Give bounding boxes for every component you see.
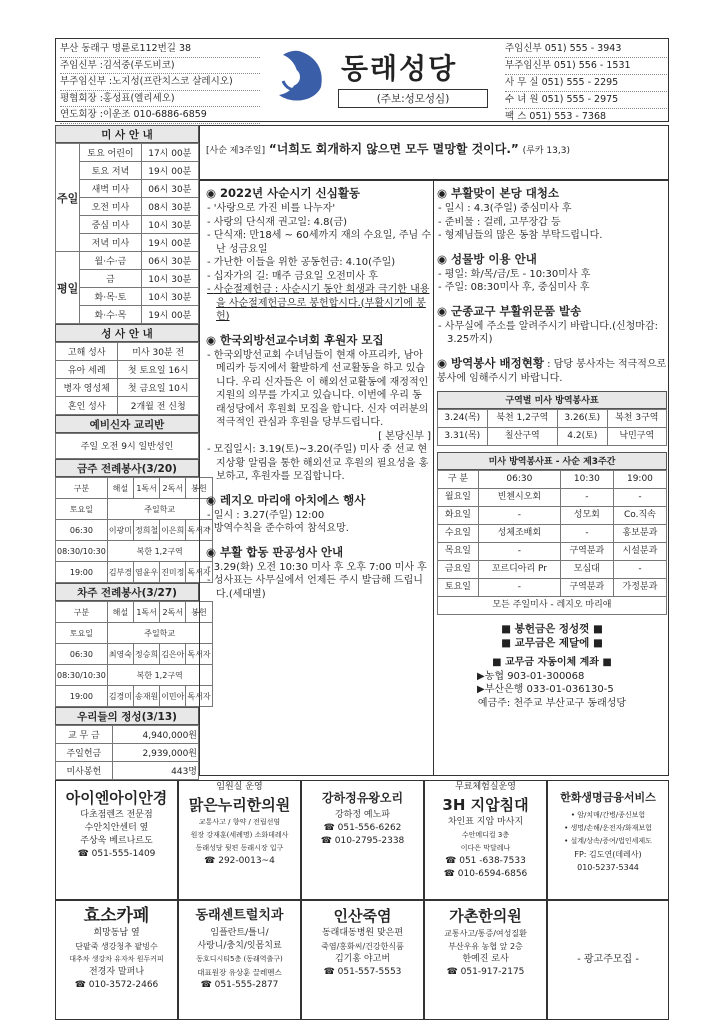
serve-cell: 이민아 [160,686,186,707]
r3-title: ◉ 군종교구 부활위문품 발송 [437,303,667,320]
ad-name: 동래센트럴치과 [195,908,284,923]
ad-clinic [178,780,301,900]
ad-line: 주상욱 베르나르도 [80,836,153,846]
mass-cell: 새벽 미사 [80,180,141,198]
serve2-table [55,601,213,707]
serve-head: 구분 [56,602,108,623]
s1-item: - 가난한 이들을 위한 공동헌금: 4.10(주일) [206,256,431,270]
ad-duck [301,780,424,900]
serve-cell: 독서자 [186,644,212,665]
r1-item: - 일시 : 4.3(주일) 중심미사 후 [437,202,667,216]
serve-head: 구분 [56,478,108,499]
ad-name: 3H 지압침대 [442,796,529,814]
ad-line: 희망동남 옆 [93,928,140,938]
serve-head: 봉헌 [186,602,212,623]
ad-name: 맑은누리한의원 [188,796,291,814]
phone-assistant: 부주임신부 051) 556 - 1531 [505,58,667,75]
sacrament-cell: 고해 성사 [56,343,118,361]
t2-head: 06:30 [478,471,560,489]
offering-cell: 미사봉헌 [56,762,113,780]
phone-fax: 팩 스 051) 553 - 7368 [505,109,667,126]
t2-cell: 가정분과 [613,579,666,597]
ad-line: • 암/치매/간병/종신보험 [570,811,646,819]
ad-line: 죽염/홍화씨/건강한식품 [321,942,404,951]
serve1-title: 금주 전례봉사(3/20) [55,459,199,477]
mass-title: 미 사 안 내 [55,125,199,143]
phone-list [505,41,667,126]
ad-line: 다초점렌즈 전문점 [80,810,153,820]
ad-insurance [547,780,669,900]
ad-herbal [424,900,547,1020]
offering-title: 우리들의 정성(3/13) [55,707,199,725]
ad-tel: ☎ 051-556-6262 [323,823,402,833]
r1-item: - 형제님들의 많은 동참 부탁드립니다. [437,229,667,243]
serve-cell: 06:30 [56,520,108,541]
ad-line: 수안메디컬 3층 [461,831,510,839]
ad-tel: FP: 김도연(데레사) [574,850,642,859]
ad-tel: ☎ 051-557-5553 [323,967,402,977]
s1-title: ◉ 2022년 사순시기 신심활동 [206,185,431,202]
sacrament-cell: 미사 30분 전 [118,343,199,361]
t2-cell: - [613,489,666,507]
t2-head: 구 분 [438,471,479,489]
notice-dues: ■ 교무금은 제달에 ■ [501,636,603,649]
t2-cell: - [478,543,560,561]
t2-cell: 홍보분과 [613,525,666,543]
ad-pre: 임원실 운영 [216,782,263,792]
ad-tel: ☎ 010-3572-2466 [74,980,159,990]
r1-title: ◉ 부활맞이 본당 대청소 [437,185,667,202]
serve-head: 1독서 [134,602,160,623]
s3-item: - 일시 : 3.27(주일) 12:00 [206,509,431,523]
offering-table [55,725,199,780]
parish-info [60,41,260,124]
ad-line: • 생명/손해/운전자/화재보험 [564,824,652,832]
gospel-tag: [사순 제3주일] [206,146,266,156]
mass-cell: 10시 30분 [141,216,198,234]
phone-pastor: 주임신부 051) 555 - 3943 [505,41,667,58]
serve-cell: 주일학교 [107,623,212,644]
ad-tel: ☎ 292-0013~4 [204,856,275,866]
t2-cell: - [613,561,666,579]
mass-cell: 08시 30분 [141,198,198,216]
s4-item: - 3.29(화) 오전 10:30 미사 후 오후 7:00 미사 후 [206,561,431,575]
t2-title: 미사 방역봉사표 - 사순 제3주간 [437,452,667,470]
t2-cell: 구역분과 [560,579,613,597]
gospel-ref: (루카 13,3) [522,146,570,156]
mass-cell: 17시 00분 [141,144,198,162]
t1-cell: 복천 3구역 [607,410,666,428]
sacrament-cell: 2개월 전 신청 [118,397,199,415]
pastor: 주임신부 :김석중(루도비코) [60,58,260,75]
ad-pre: 무료체험실운영 [455,782,516,792]
r2-title: ◉ 성물방 이용 안내 [437,251,667,268]
ad-massage [424,780,547,900]
s2-item: - 모집일시: 3.19(토)~3.20(주일) 미사 중 선교 현지상황 알림을 통한 해외선교 후원의 필요성을 홍보하고, 후원자를 모집합니다. [206,443,431,484]
notice-offering: ■ 봉헌금은 정성껏 ■ [501,623,603,635]
serve-cell: 이광미 [107,520,133,541]
offering-cell: 4,940,000원 [112,726,198,744]
t1-cell: 낙민구역 [607,428,666,446]
account-holder: 예금주: 천주교 부산교구 동래성당 [477,697,627,709]
offering-cell: 주일헌금 [56,744,113,762]
phone-office: 사 무 실 051) 555 - 2295 [505,75,667,92]
t2-cell: 꼬르디아리 Pr [478,561,560,579]
serve-cell: 06:30 [56,644,108,665]
serve-cell: 주일학교 [107,499,212,520]
ad-line: 차인표 지압 마사지 [447,817,524,827]
serve-cell: 복한 1,2구역 [107,665,212,686]
s1-item: - 십자가의 길: 매주 금요일 오전미사 후 [206,270,431,284]
ad-tel: ☎ 051 -638-7533 [445,856,526,866]
serve-cell: 08:30/10:30 [56,541,108,562]
ad-line: 강하정 예노파 [334,810,391,820]
ad-line: 동래성당 뒷편 동래시장 입구 [195,844,284,852]
address: 부산 동래구 명륜로112번길 38 [60,41,260,58]
serve-cell: 송재원 [134,686,160,707]
mass-cell: 금 [80,270,141,288]
t2-cell: 토요일 [438,579,479,597]
serve-cell: 복한 1,2구역 [107,541,212,562]
ad-name: 강하정유왕오리 [321,791,404,805]
r4-text: : 담당 봉사자는 적극적으로 봉사에 임해주시기 바랍니다. [437,358,667,384]
t2-cell: 구역분과 [560,543,613,561]
mass-cell: 월·수·금 [80,252,141,270]
sacrament-cell: 첫 금요일 10시 [118,379,199,397]
ad-tel: 010-5237-5344 [577,863,639,872]
ad-glasses [55,780,178,900]
serve-cell: 토요일 [56,623,108,644]
mass-cell: 19시 00분 [141,234,198,252]
t1-cell: 칠산구역 [487,428,557,446]
serve-cell: 김은아 [160,644,186,665]
ad-salt [301,900,424,1020]
s4-title: ◉ 부활 합동 판공성사 안내 [206,544,431,561]
ad-line: 대추차 생강차 유자차 원두커피 [69,955,164,963]
serve-head: 2독서 [160,602,186,623]
mass-cell: 06시 30분 [141,252,198,270]
offering-cell: 교 무 금 [56,726,113,744]
sacrament-cell: 혼인 성사 [56,397,118,415]
mass-cell: 10시 30분 [141,288,198,306]
ad-dental [178,900,301,1020]
gospel-quote [206,140,666,157]
ad-line: 교통사고 / 향약 / 전립선염 [198,818,281,826]
council-president: 평협회장 :홍성표(엘리세오) [60,91,260,108]
mass-cell: 화·목·토 [80,288,141,306]
s2-title: ◉ 한국외방선교수녀회 후원자 모집 [206,332,431,349]
serve-head: 해설 [107,478,133,499]
ad-recruit [547,900,669,1020]
serve2-title: 차주 전례봉사(3/27) [55,583,199,601]
mass-cell: 토요 저녁 [80,162,141,180]
r1-item: - 준비물 : 걸레, 고무장갑 등 [437,216,667,230]
t2-cell: - [560,489,613,507]
middle-column [206,185,431,601]
t1-cell: 3.26(토) [557,410,607,428]
t1-table [437,409,667,446]
sacrament-cell: 병자 영성체 [56,379,118,397]
serve-cell: 19:00 [56,562,108,583]
t2-cell: 성모회 [560,507,613,525]
ad-tel: ☎ 010-6594-6856 [443,869,528,879]
serve-cell: 염윤우 [134,562,160,583]
account-nh: ▶농협 903-01-300068 [477,670,585,682]
sacrament-cell: 유아 세례 [56,361,118,379]
t2-cell: 성체조배회 [478,525,560,543]
s2-sign: [ 본당신부 ] [378,430,431,442]
ad-line: 교통사고/통증/여성질환 [444,929,527,938]
serve-cell: 정희철 [134,520,160,541]
mass-group-sunday: 주일 [56,144,80,252]
t2-head: 10:30 [560,471,613,489]
church-name: 동래성당 [341,52,458,85]
patron-subtitle: (주보:성모성심) [338,89,488,108]
ad-tel: ☎ 051-555-2877 [200,980,279,990]
s4-item: - 성사표는 사무실에서 언제든 주시 발급해 드립니다.(세대별) [206,574,431,601]
s1-item: - 사랑의 단식재 권고일: 4.8(금) [206,216,431,230]
serve-cell: 독서자 [186,686,212,707]
t2-cell: 화요일 [438,507,479,525]
serve-head: 해설 [107,602,133,623]
ad-line: 사랑니/충치/잇몸치료 [197,941,282,951]
offering-cell: 443명 [112,762,198,780]
serve-cell: 김부경 [107,562,133,583]
mass-group-weekday: 평일 [56,252,80,324]
ad-name: 아이엔아이안경 [65,789,168,807]
t1-cell: 3.31(목) [438,428,488,446]
ad-line: 동래대동병원 맞은편 [321,928,404,938]
r2-item: - 평일: 화/목/금/토 - 10:30미사 후 [437,268,667,282]
header-box [55,38,669,122]
t2-cell: 목요일 [438,543,479,561]
mass-cell: 저녁 미사 [80,234,141,252]
sacrament-title: 성 사 안 내 [55,324,199,342]
s2-text: - 한국외방선교회 수녀님들이 현재 아프리카, 남아메리카 등지에서 활발하게 선교활동을 하고 있습니다. 우리 신자들은 이 해외선교활동에 재정적인 지원의 의무를 가지고 있습니다. 이번에 우리 동래성당에서 후원회 모집을 합니다. 신자 여러분의 적극적인 관심과 후원을 당부드립니다. [206,349,431,430]
serve-cell: 19:00 [56,686,108,707]
t2-cell: 수요일 [438,525,479,543]
t1-cell: 북천 1,2구역 [487,410,557,428]
ad-line: 대표원장 유상훈 끌레멘스 [197,968,282,977]
t2-cell: - [560,525,613,543]
ad-line: 김기홍 야고버 [334,954,391,964]
ad-line: 원장 강재훈(세례명) 소화데레사 [190,831,289,839]
mass-cell: 19시 00분 [141,306,198,324]
s1-item: - 사순절제헌금 : 사순시기 동안 희생과 극기한 내용을 사순절제헌금으로 봉헌합시다.(부활시기에 봉헌) [206,283,431,324]
t2-cell: 금요일 [438,561,479,579]
serve-cell: 정승희 [134,644,160,665]
ad-name: 한화생명금융서비스 [560,791,656,804]
auto-transfer-title: ■ 교무금 자동이체 계좌 ■ [492,657,612,668]
mass-cell: 오전 미사 [80,198,141,216]
s1-item: - 단식재: 만18세 ~ 60세까지 재의 수요일, 주님 수난 성금요일 [206,229,431,256]
gospel-text: “너희도 회개하지 않으면 모두 멸망할 것이다.” [268,142,519,156]
ad-name: 인산죽염 [333,907,392,925]
ad-line: 동호디시티5층 (동래역출구) [196,955,283,963]
r4-title: ◉ 방역봉사 배정현황 [437,356,544,370]
s3-title: ◉ 레지오 마리애 아치에스 행사 [206,492,431,509]
ad-line: 임플란트/틀니/ [210,928,269,938]
ad-line: 한예진 로사 [462,954,509,964]
left-column [55,125,211,780]
mass-cell: 19시 00분 [141,162,198,180]
account-busan: ▶부산은행 033-01-036130-5 [477,684,614,695]
serve-head: 2독서 [160,478,186,499]
s1-item: - '사랑으로 가진 비를 나누자' [206,202,431,216]
right-column [437,185,667,710]
ad-line: - 광고주모집 - [577,954,639,965]
ad-cafe [55,900,178,1020]
serve-cell: 김경미 [107,686,133,707]
r2-item: - 주일: 08:30미사 후, 중심미사 후 [437,281,667,295]
serve-cell: 독서자 [186,520,212,541]
ad-tel: ☎ 051-917-2175 [446,967,525,977]
t1-cell: 3.24(목) [438,410,488,428]
ads-section [55,780,669,1020]
serve-cell: 이은희 [160,520,186,541]
mass-cell: 중심 미사 [80,216,141,234]
ad-line: 전경자 말퍼나 [88,967,145,977]
r3-item: - 사무실에 주소를 알려주시기 바랍니다.(신청마감: 3.25까지) [437,320,667,347]
t2-table [437,470,667,615]
memorial-president: 연도회장 :이운조 010-6886-6859 [60,107,260,124]
t2-foot: 모든 주일미사 - 레지오 마리애 [438,597,667,615]
parish-logo-icon [269,47,329,107]
assistant-pastor: 부주임신부 :노지성(프란치스코 살레시오) [60,74,260,91]
serve-head: 1독서 [134,478,160,499]
column-divider [433,180,434,776]
t2-cell: 시설분과 [613,543,666,561]
ad-name: 효소카페 [83,906,150,926]
t1-cell: 4.2(토) [557,428,607,446]
t2-cell: 빈첸시오회 [478,489,560,507]
t2-cell: 월요일 [438,489,479,507]
serve-cell: 독서자 [186,562,212,583]
serve-cell: 최영숙 [107,644,133,665]
ad-name: 가촌한의원 [449,907,522,925]
ad-line: 단팥죽 생강청추 팥빙수 [75,942,158,951]
t2-cell: Co.직속 [613,507,666,525]
serve-cell: 08:30/10:30 [56,665,108,686]
sacrament-table [55,342,199,415]
sacrament-cell: 첫 토요일 16시 [118,361,199,379]
t2-cell: - [478,507,560,525]
catechumen-title: 예비신자 교리반 [55,415,199,433]
ad-tel: ☎ 051-555-1409 [77,849,156,859]
t2-cell: - [478,579,560,597]
serve-cell: 진미정 [160,562,186,583]
t1-title: 구역별 미사 방역봉사표 [437,391,667,409]
mass-cell: 10시 30분 [141,270,198,288]
mass-cell: 화·수·목 [80,306,141,324]
catechumen-text: 주일 오전 9시 일반성인 [55,433,199,459]
ad-line: 이다은 막달레나 [460,844,511,852]
serve-cell: 토요일 [56,499,108,520]
offering-cell: 2,939,000원 [112,744,198,762]
phone-convent: 수 녀 원 051) 555 - 2975 [505,92,667,109]
ad-line: • 설계/상속/증여/법인세제도 [564,837,652,845]
serve1-table [55,477,213,583]
mass-table [55,143,199,324]
t2-head: 19:00 [613,471,666,489]
ad-line: 부산우유 농협 앞 2층 [448,942,523,951]
serve-head: 봉헌 [186,478,212,499]
t2-cell: 모심대 [560,561,613,579]
ad-line: 수안치안센터 옆 [84,823,149,833]
ad-tel: ☎ 010-2795-2338 [320,836,405,846]
mass-cell: 토요 어린이 [80,144,141,162]
mass-cell: 06시 30분 [141,180,198,198]
s3-item: - 방역수칙을 준수하여 참석요망. [206,522,431,536]
